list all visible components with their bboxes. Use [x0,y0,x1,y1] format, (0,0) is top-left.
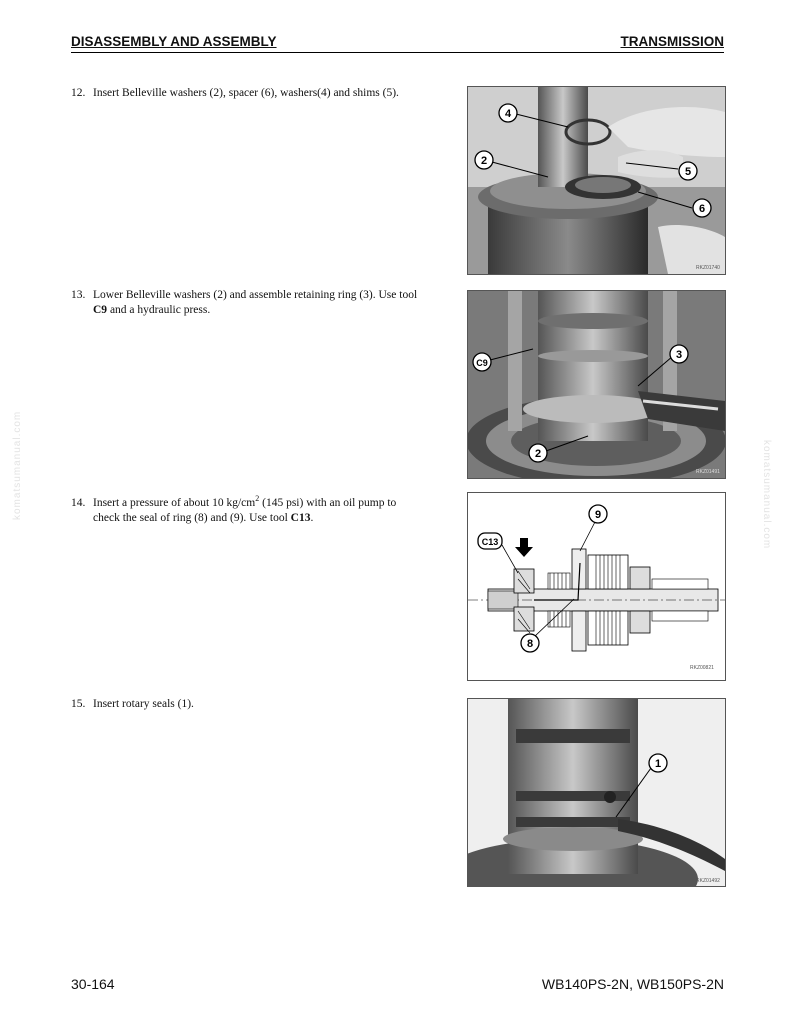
svg-text:8: 8 [526,638,534,650]
callout-8 [521,634,539,652]
svg-text:3: 3 [675,349,683,361]
figure-step-15 [467,698,726,887]
svg-text:9: 9 [594,509,602,521]
figure-code: RKZ00821 [690,665,714,671]
step-text-line2: and a hydraulic press. [107,304,211,316]
diagram-seal-check [468,493,725,680]
callout-9 [589,505,607,523]
callout-2 [475,151,493,169]
svg-text:C9: C9 [476,358,488,368]
step-text-part1: Insert a pressure of about 10 kg/cm [93,496,256,509]
step-13 [71,288,463,318]
step-12 [71,86,463,101]
section-title: DISASSEMBLY AND ASSEMBLY [71,34,277,49]
step-number: 14. [71,496,86,509]
step-15 [71,697,463,712]
superscript: 2 [255,494,260,503]
callout-5 [679,162,697,180]
step-text: Insert rotary seals (1). [93,698,194,710]
step-number: 12. [71,87,86,99]
figure-step-14 [467,492,726,681]
step-text: Insert Belleville washers (2), spacer (6), washers(4) and shims (5). [93,87,399,99]
photo-rotary-seals [468,699,725,886]
svg-text:1: 1 [654,758,662,770]
step-14: 14. Insert a pressure of about 10 $kg/cm^2$ (145 psi) with an oil pump to check the seal of ring (8) and (9). Use tool C13. [71,494,397,524]
watermark-right: komatsumanual.com [761,440,772,550]
figure-code: RKZ01740 [696,265,720,271]
watermark-left: komatsumanual.com [12,410,23,520]
tool-code: C9 [93,304,108,316]
svg-text:4: 4 [504,108,512,120]
callout-1 [649,754,667,772]
svg-text:2: 2 [480,155,488,167]
svg-text:5: 5 [684,166,692,178]
chapter-title: TRANSMISSION [620,34,724,49]
figure-code: RKZ01492 [696,878,720,884]
figure-step-13 [467,290,726,479]
step-number: 15. [71,698,86,710]
step-text-line1: Lower Belleville washers (2) and assemble retaining ring (3). Use tool [93,289,418,301]
svg-text:2: 2 [534,448,542,460]
photo-retaining-ring-press [468,291,725,478]
figure-step-12 [467,86,726,275]
step-text-line2: check the seal of ring (8) and (9). Use tool [93,511,291,524]
page-header [71,34,724,53]
step-number: 13. [71,289,86,301]
callout-c9 [473,353,491,371]
callout-2 [529,444,547,462]
model-name: WB140PS-2N, WB150PS-2N [541,976,724,992]
callout-4 [499,104,517,122]
callout-3 [670,345,688,363]
callout-c13 [478,533,502,549]
page-number: 30-164 [71,976,115,992]
svg-text:C13: C13 [481,537,499,547]
photo-belleville-washers [468,87,725,274]
step-text-part2: (145 psi) with an oil pump to [259,496,397,509]
callout-6 [693,199,711,217]
svg-text:6: 6 [698,203,706,215]
figure-code: RKZ01491 [696,469,720,475]
tool-code: C13 [290,511,311,524]
